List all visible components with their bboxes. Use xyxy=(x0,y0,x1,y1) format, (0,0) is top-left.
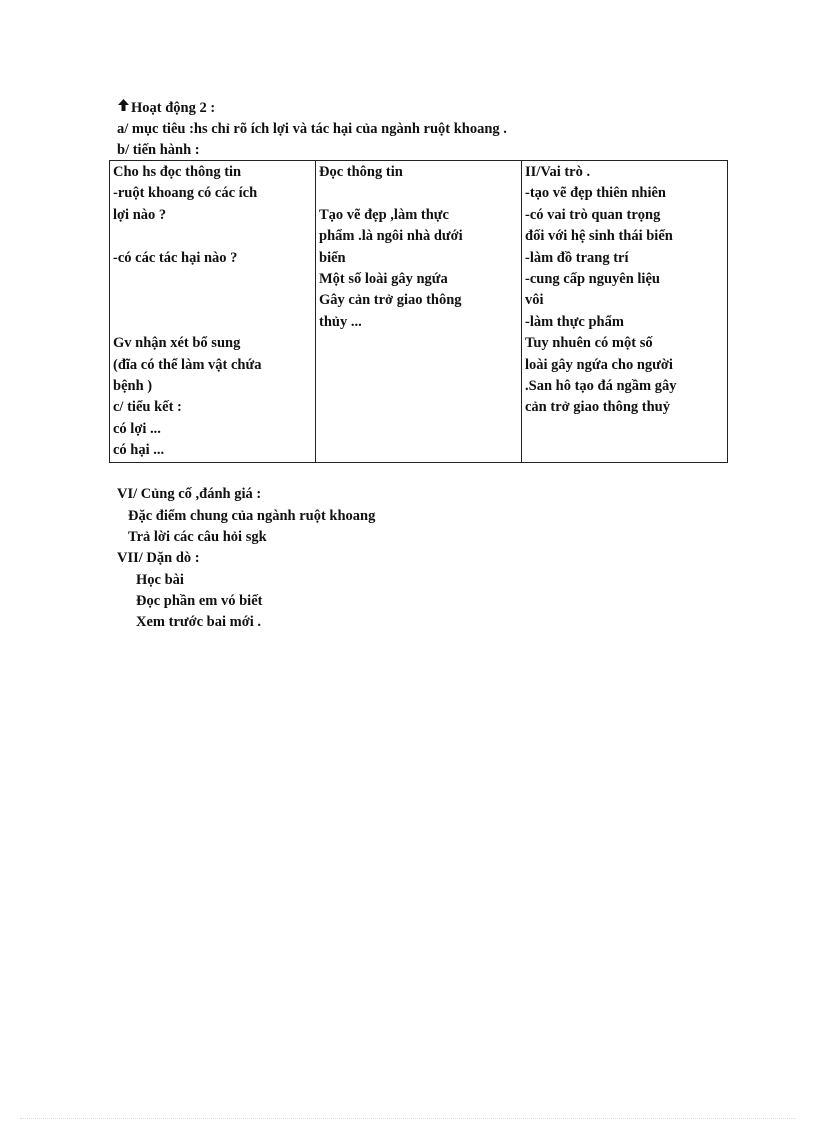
table-line: biển xyxy=(319,249,346,266)
teacher-column xyxy=(110,161,316,463)
review-item: Trả lời các câu hỏi sgk xyxy=(128,529,267,545)
up-arrow-icon xyxy=(117,98,131,118)
table-line: II/Vai trò . xyxy=(525,164,591,180)
content-column xyxy=(522,161,728,463)
page-footer-divider xyxy=(20,1118,796,1119)
table-line: Cho hs đọc thông tin xyxy=(113,164,242,180)
table-line: -làm thực phẩm xyxy=(525,313,624,330)
table-line xyxy=(319,183,518,204)
table-line: -ruột khoang có các ích xyxy=(113,185,258,202)
table-line: c/ tiểu kết : xyxy=(113,399,182,416)
homework-item: Đọc phần em vó biết xyxy=(136,593,263,609)
table-line: Tuy nhuên có một số xyxy=(525,335,653,352)
table-line: .San hô tạo đá ngầm gây xyxy=(525,378,677,395)
table-line xyxy=(113,312,312,333)
table-line: Một số loài gây ngứa xyxy=(319,271,448,288)
table-line: -cung cấp nguyên liệu xyxy=(525,271,660,288)
activity-table xyxy=(109,160,728,463)
table-line: cản trở giao thông thuỷ xyxy=(525,399,670,416)
table-line: (đĩa có thể làm vật chứa xyxy=(113,356,262,373)
procedure-line: b/ tiến hành : xyxy=(117,142,200,158)
table-line: Gv nhận xét bổ sung xyxy=(113,335,241,352)
table-line: Gây cản trở giao thông xyxy=(319,292,462,309)
homework-title: VII/ Dặn dò : xyxy=(117,550,200,566)
table-line: -tạo vẽ đẹp thiên nhiên xyxy=(525,185,666,202)
homework-item: Xem trước bai mới . xyxy=(136,614,262,630)
table-line: Tạo vẽ đẹp ,làm thực xyxy=(319,206,449,223)
review-title: VI/ Củng cố ,đánh giá : xyxy=(117,486,262,502)
table-line: vôi xyxy=(525,292,544,309)
table-line: đối với hệ sinh thái biển xyxy=(525,228,673,245)
table-line: có lợi ... xyxy=(113,420,161,437)
table-line: bệnh ) xyxy=(113,378,153,394)
table-line: thủy ... xyxy=(319,313,362,330)
review-item: Đặc điểm chung của ngành ruột khoang xyxy=(128,508,376,524)
table-line: -có các tác hại nào ? xyxy=(113,249,238,266)
table-line: có hại ... xyxy=(113,442,165,459)
activity-heading xyxy=(117,98,215,118)
table-line xyxy=(113,269,312,290)
table-line: lợi nào ? xyxy=(113,206,167,223)
activity-title: Hoạt động 2 : xyxy=(131,100,216,116)
table-line: loài gây ngứa cho người xyxy=(525,356,673,373)
table-line: -làm đồ trang trí xyxy=(525,249,629,266)
table-line: phẩm .là ngôi nhà dưới xyxy=(319,228,463,245)
table-line xyxy=(113,290,312,311)
table-line: -có vai trò quan trọng xyxy=(525,206,661,223)
homework-item: Học bài xyxy=(136,572,184,588)
table-line xyxy=(113,226,312,247)
objective-line: a/ mục tiêu :hs chỉ rõ ích lợi và tác hại của ngành ruột khoang . xyxy=(117,121,507,137)
student-column xyxy=(316,161,522,463)
table-line: Đọc thông tin xyxy=(319,164,403,180)
